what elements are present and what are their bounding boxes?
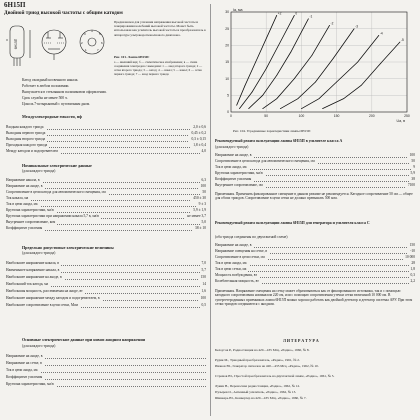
limits-subheading: (для каждого триода)	[22, 251, 56, 255]
mode-gen-row: Напряжение смещения на сетке, в -10	[215, 249, 415, 253]
literature-item: Шинкарь Ю., Конвертер на 420—435 Мгц, «Радио», 1960, № 7.	[215, 396, 307, 400]
x-tick-label: 200	[368, 114, 375, 118]
tube-drawing-label: 6Н15П	[14, 38, 18, 50]
mode-a-row: Крутизна характеристики, ма/в 5,9	[215, 171, 415, 175]
pin-label-1: 1	[85, 48, 87, 52]
limits-row: Наименьшее напряжение накала, в 5,7	[6, 268, 206, 272]
limits-heading: Предельно допустимые электрические величины	[22, 245, 114, 250]
y-tick-label: 25	[225, 26, 229, 31]
nominal-row: Ток накала, ма 450 ± 30	[6, 196, 206, 200]
series-line	[323, 42, 400, 109]
data-point	[255, 62, 256, 63]
data-point	[266, 68, 267, 69]
data-point	[280, 42, 281, 43]
x-axis-label: Uа, в	[396, 119, 405, 123]
data-point	[280, 108, 281, 109]
limits-row: Наибольшее сопротивление в цепи сетки, Мом 0,5	[6, 303, 206, 307]
data-point	[262, 108, 263, 109]
literature-item: Лукин В., Переносная радиостанция, «Радио», 1962, № 12.	[215, 384, 301, 388]
nominal-row: Внутреннее сопротивление, ком 5,0	[6, 220, 206, 224]
schematic-symbol	[42, 30, 66, 60]
data-point	[343, 98, 344, 99]
series-label: +2	[277, 11, 282, 16]
series-label: -3	[355, 24, 359, 29]
pin-label-5: 5	[99, 32, 101, 36]
literature-item: Белоусов Р., Радиостанция на 420—435 Мгц, «Радио», 1960, № 8.	[215, 348, 310, 352]
mode-a-row: Сопротивление в цепи катода для автоматического смещения, ом 50	[215, 159, 415, 163]
data-point	[312, 55, 313, 56]
pin-label-6: 6	[101, 41, 103, 45]
x-tick-label: 50	[264, 114, 269, 118]
basic-row: Коэффициент усиления	[6, 375, 206, 380]
basic-row: Ток в цепи анода, ма	[6, 368, 206, 373]
data-point	[262, 95, 263, 96]
mode-a-note: Примечания. Применять фиксированное смещение в данном режиме не рекомендуется. Катодное сопротивление 50 ом — общее для обоих триодов. Сопротивление в цепи сетки не должно превышать 500 ком.	[215, 192, 413, 201]
literature-item: Рудик М., Триодный преобразователь, «Радио», 1961, № 2.	[215, 358, 300, 362]
basic-row: Крутизна характеристики, ма/в	[6, 382, 206, 387]
pin-label-7: 7	[97, 48, 99, 52]
mode-gen-subheading: (оба триода соединены по двухтактной схеме)	[215, 235, 288, 239]
limits-row: Наибольшее напряжение накала, в 7,0	[6, 261, 206, 265]
x-tick-label: 100	[298, 114, 305, 118]
x-tick-label: 0	[230, 114, 232, 118]
y-tick-label: 0	[227, 110, 229, 115]
basic-row: Напряжение на сетке, в	[6, 361, 206, 366]
nominal-subheading: (для каждого триода)	[22, 169, 56, 173]
intro-line-1: Катод оксидный косвенного накала.	[22, 78, 79, 82]
chart-caption: Рис. 104. Усредненные характеристики лампы 6Н15П	[233, 129, 311, 133]
basic-row: Напряжение на аноде, в	[6, 354, 206, 359]
literature-item: Иванов Ю., Генератор сигналов на 420—435 Мгц, «Радио», 1962, № 10.	[215, 364, 319, 368]
x-tick-label: 150	[333, 114, 340, 118]
tube-drawing	[6, 20, 111, 68]
data-point	[315, 82, 316, 83]
data-point	[236, 105, 237, 106]
mode-gen-row: Колебательная мощность, вт 2,2	[215, 279, 415, 283]
intro-paragraph: Предназначен для усиления напряжения высокой частоты и генерирования колебаний высокой частоты. Может быть использован как усилитель высокой частоты и преобразователь в аппаратуре ультракоротковолнового диапазона.	[114, 20, 206, 37]
nominal-row: Сопротивление в цепи катода для автоматического смещения, ом 50	[6, 190, 206, 194]
data-point	[336, 82, 337, 83]
nominal-heading: Номинальные электрические данные	[22, 163, 92, 168]
capacitance-row: Между катодом и подогревателем 4,0	[6, 149, 206, 153]
nominal-row: Крутизна характеристики, ма/в 5,9 ± 1,9	[6, 208, 206, 212]
mode-gen-row: Мощность возбуждения, вт 0,3	[215, 273, 415, 277]
tube-code: 6Н15П	[4, 1, 26, 9]
mode-a-row: Внутреннее сопротивление, ом 7100	[215, 183, 415, 187]
pin-label-2: 2	[81, 41, 83, 45]
pin-label-3: 3	[84, 32, 86, 36]
y-tick-label: 20	[225, 43, 229, 48]
literature-item: Пузырев О., Антенный усилитель, «Радио», 1962, № 13.	[215, 390, 297, 394]
column-divider	[210, 4, 211, 416]
basic-subheading: (для каждого триода)	[22, 344, 56, 348]
mode-a-row: Напряжение на аноде, в 100	[215, 153, 415, 157]
data-point	[319, 98, 320, 99]
data-point	[294, 78, 295, 79]
series-line	[263, 25, 330, 108]
limits-row: Наибольшее напряжение между катодом и подогревателем, в 100	[6, 296, 206, 300]
data-point	[301, 108, 302, 109]
literature-item: Страмов Ю., Простой преобразователь на двухтактной лампе, «Радио», 1961, № 5.	[215, 374, 335, 378]
mode-a-row: Коэффициент усиления 38	[215, 177, 415, 181]
y-tick-label: 5	[227, 93, 229, 98]
series-label: -5	[400, 38, 404, 42]
nominal-row: Ток в цепи анода, ма 9 ± 3	[6, 202, 206, 206]
mode-a-row: Ток в цепи анода, ма 9	[215, 165, 415, 169]
pin-label-4: 4	[91, 29, 93, 33]
y-tick-label: 30	[225, 10, 229, 15]
mode-a-subheading: (для каждого триода)	[215, 145, 249, 149]
anode-characteristics-chart	[213, 6, 417, 126]
limits-row: Наибольший ток катода, ма 14	[6, 282, 206, 286]
capacitance-row: Входная каждого триода 2,0 ± 0,6	[6, 125, 206, 129]
mode-gen-note: Примечания. Напряжение смещения на сетку может образовываться как от фиксированного источника, так и с помощью катодного сопротивления номиналом 220 ом, или с помощью сопротивления утечки сетки величиной 10 000 ом. В супергетеродинных приемниках лампа 6Н15П можно хорошо работать как двойной детектор и детектор системы АРУ. При этом сетки триодов соединяются с анодами.	[215, 289, 413, 307]
series-line	[280, 29, 354, 109]
series-label: -2	[330, 21, 334, 26]
mode-a-heading: Рекомендуемый режим эксплуатации лампы 6Н15П в усилителе класса А	[215, 139, 343, 143]
mode-gen-row: Напряжение на аноде, в 150	[215, 243, 415, 247]
data-point	[290, 52, 291, 53]
figure-description: а — внешний вид; б — схематическое изображение; в — схема соединения электродов с выводами: 1 — анод второго триода; 2 — сетка второго триода; 3 — катод; 4 — накал; 5 — накал; 6 — сетка первого триода; 7 — анод первого триода	[114, 60, 203, 76]
data-point	[322, 108, 323, 109]
tube-title: Двойной триод высокой частоты с общим катодом	[4, 10, 123, 16]
data-point	[245, 85, 246, 86]
nominal-row: Напряжение на аноде, в 100	[6, 184, 206, 188]
data-point	[333, 58, 334, 59]
mode-gen-row: Ток в цепи анода, ма 28	[215, 261, 415, 265]
nominal-row: Крутизна характеристики при напряжении накала 5,7 в, ма/в не менее 3,7	[6, 214, 206, 218]
data-point	[252, 92, 253, 93]
capacitance-heading: Междуэлектродные емкости, пф	[22, 114, 82, 119]
series-label: 0	[295, 11, 298, 16]
data-point	[239, 108, 240, 109]
y-tick-label: 10	[225, 76, 229, 81]
mode-gen-row: Сопротивление в цепи сетки, ом 10 000	[215, 255, 415, 259]
intro-line-3: Выпускается в стеклянном пальчиковом оформлении.	[22, 90, 107, 94]
limits-row: Наибольшее напряжение на аноде, в 150	[6, 275, 206, 279]
nominal-row: Коэффициент усиления 38 ± 10	[6, 226, 206, 230]
capacitance-row: Выходная первого триода 0,45 ± 0,2	[6, 131, 206, 135]
basic-heading: Основные электрические данные при новом анодном напряжении	[22, 337, 146, 342]
literature-heading: Л И Т Е Р А Т У Р А	[283, 339, 319, 343]
mode-gen-heading: Рекомендуемый режим эксплуатации лампы 6Н15П для генератора и усилителя класса С	[215, 221, 370, 225]
limits-row: Наибольшая мощность, рассеиваемая на аноде, вт 1,6	[6, 289, 206, 293]
intro-line-5: Цоколь 7-штырьковый с пуговичным дном.	[22, 102, 91, 106]
data-point	[248, 108, 249, 109]
data-point	[298, 98, 299, 99]
capacitance-row: Выходная второго триода 0,3 ± 0,15	[6, 137, 206, 141]
data-point	[266, 38, 267, 39]
intro-line-2: Работает в любом положении.	[22, 84, 70, 88]
series-label: -4	[379, 31, 383, 36]
x-tick-label: 250	[404, 114, 410, 118]
capacitance-row: Проходная каждого триода 1,8 ± 0,4	[6, 143, 206, 147]
data-point	[276, 75, 277, 76]
data-point	[276, 98, 277, 99]
nominal-row: Напряжение накала, в 6,3	[6, 178, 206, 182]
y-axis-label: Iа, ма	[233, 8, 243, 12]
series-line	[301, 35, 378, 108]
data-point	[378, 65, 379, 66]
y-tick-label: 15	[225, 60, 229, 65]
series-label: -1	[309, 14, 313, 19]
data-point	[357, 62, 358, 63]
data-point	[361, 85, 362, 86]
tube-outline-figure	[6, 26, 30, 66]
mode-gen-row: Ток в цепи сетки, ма 1,8	[215, 267, 415, 271]
intro-line-4: Срок службы не менее 500 ч.	[22, 96, 68, 100]
figure-caption: Рис. 101. Лампа 6Н15П:	[114, 55, 150, 59]
